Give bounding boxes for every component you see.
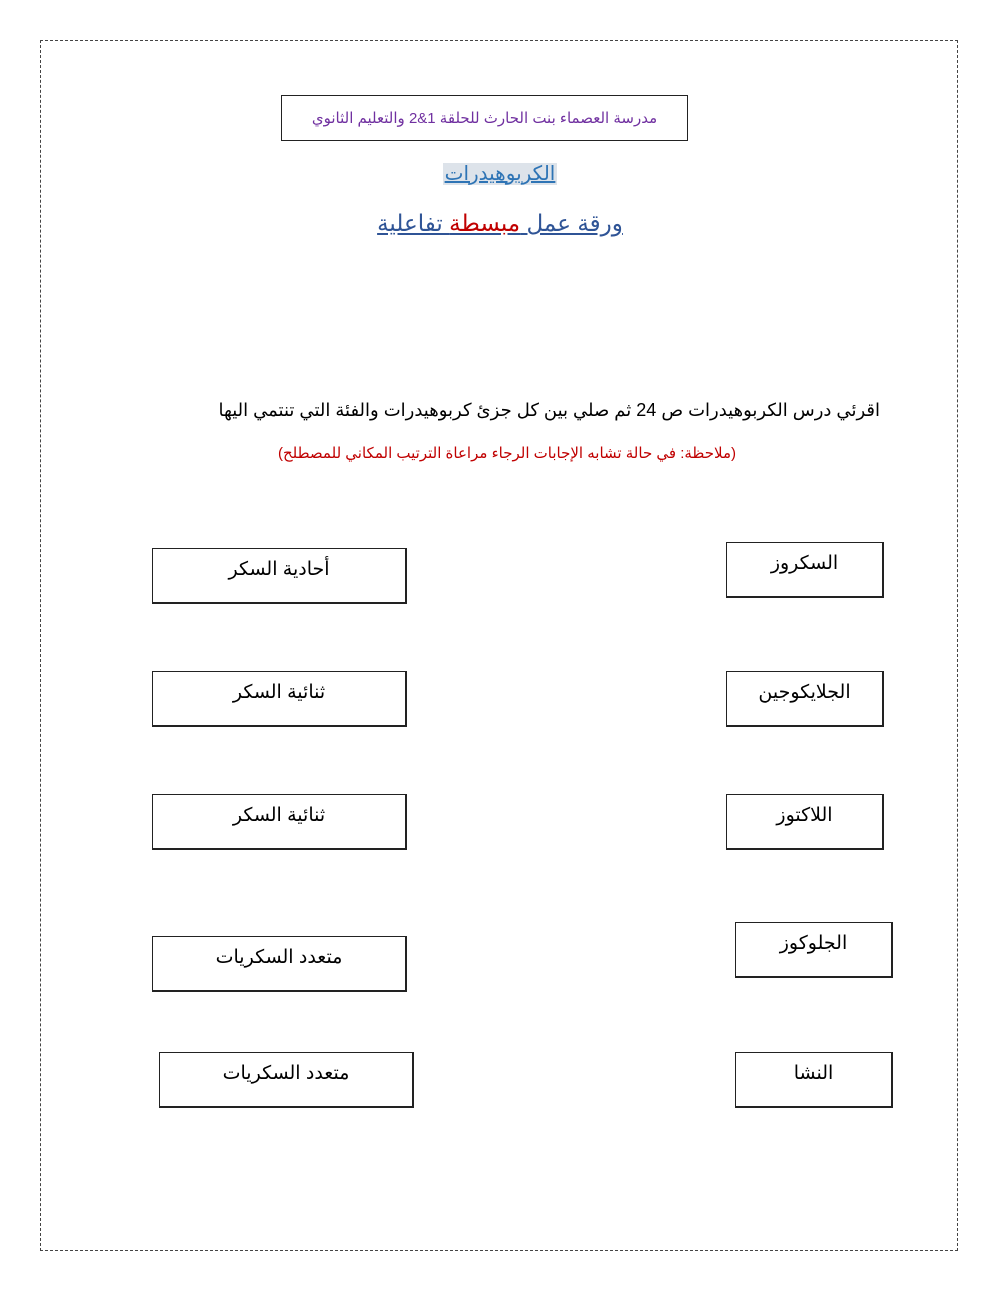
school-name-box [281,95,688,141]
instruction-text: اقرئي درس الكربوهيدرات ص 24 ثم صلي بين كل جزئ كربوهيدرات والفئة التي تنتمي اليها [218,400,880,420]
category-box-5[interactable]: متعدد السكريات [159,1052,414,1108]
subtitle-highlight: مبسطة [449,210,521,236]
term-box-5[interactable]: النشا [735,1052,893,1108]
school-name: مدرسة العصماء بنت الحارث للحلقة 1&2 والتعليم الثانوي [311,110,658,127]
title-text: الكربوهيدرات [444,163,556,185]
worksheet-subtitle [0,210,1000,237]
subtitle-part1: ورقة عمل [520,210,623,236]
subtitle-part2: تفاعلية [377,210,450,236]
category-box-2[interactable]: ثنائية السكر [152,671,407,727]
category-box-1[interactable]: أحادية السكر [152,548,407,604]
term-box-4[interactable]: الجلوكوز [735,922,893,978]
term-box-3[interactable]: اللاكتوز [726,794,884,850]
worksheet-title [0,161,1000,186]
category-box-3[interactable]: ثنائية السكر [152,794,407,850]
instruction-note: (ملاحظة: في حالة تشابه الإجابات الرجاء مراعاة الترتيب المكاني للمصطلح) [277,445,736,462]
term-box-1[interactable]: السكروز [726,542,884,598]
category-box-4[interactable]: متعدد السكريات [152,936,407,992]
term-box-2[interactable]: الجلايكوجين [726,671,884,727]
